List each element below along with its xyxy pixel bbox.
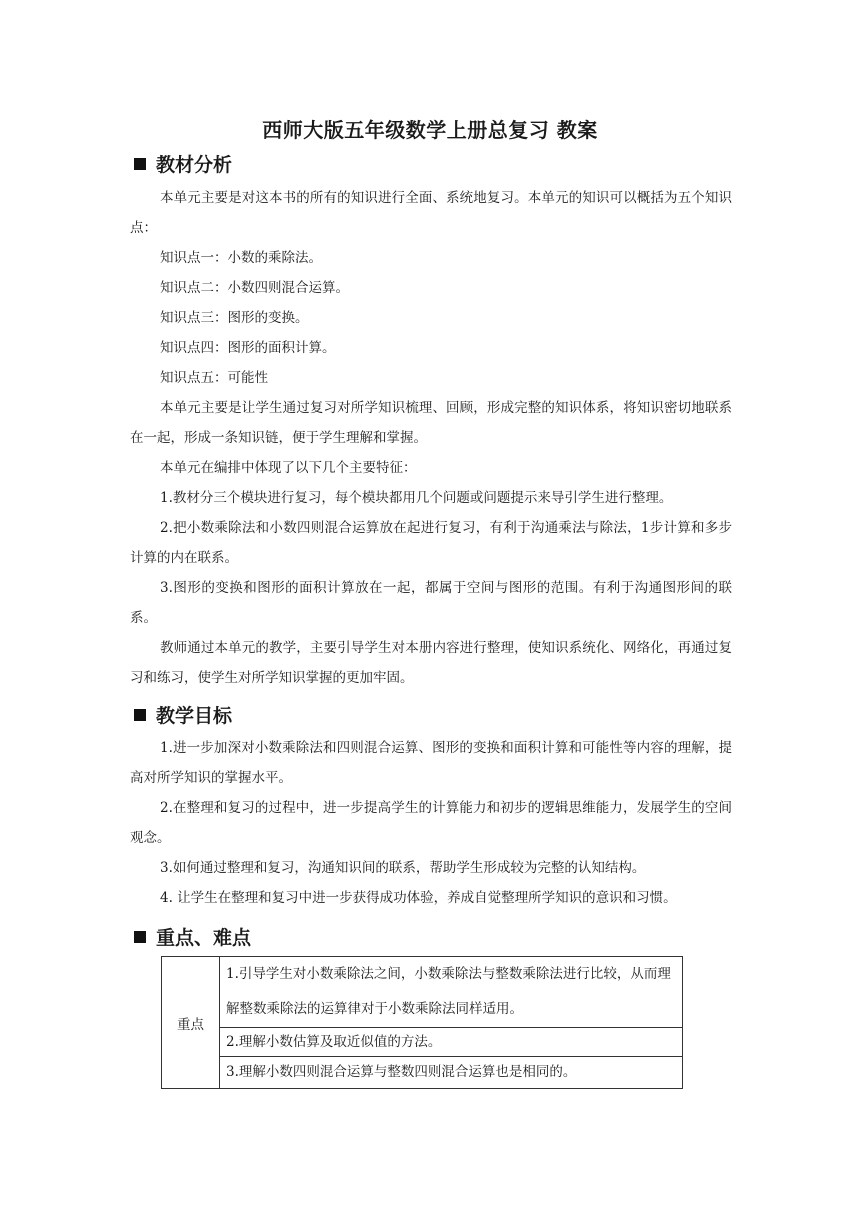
knowledge-point-3: 知识点三：图形的变换。: [160, 310, 309, 326]
feature-item-1: 1.教材分三个模块进行复习，每个模块都用几个问题或问题提示来导引学生进行整理。: [160, 490, 673, 506]
section-heading-teaching-goals: 教学目标: [134, 701, 232, 728]
knowledge-point-5: 知识点五：可能性: [160, 370, 268, 386]
feature-item-2: 2.把小数乘除法和小数四则混合运算放在起进行复习，有利于沟通乘法与除法，1步计算和多步计算的内在联系。: [130, 520, 732, 566]
knowledge-point-1: 知识点一：小数的乘除法。: [160, 250, 322, 266]
goal-item-4: 4. 让学生在整理和复习中进一步获得成功体验，养成自觉整理所学知识的意识和习惯。: [160, 890, 677, 906]
table-row: [162, 957, 683, 1028]
square-bullet-icon: [134, 709, 146, 721]
table-row-label: 重点: [162, 957, 220, 1089]
table-cell: 1.引导学生对小数乘除法之间，小数乘除法与整数乘除法进行比较，从而理解整数乘除法的运算律对于小数乘除法同样适用。: [220, 957, 683, 1028]
table-cell: 2.理解小数估算及取近似值的方法。: [220, 1028, 683, 1057]
feature-item-3: 3.图形的变换和图形的面积计算放在一起，都属于空间与图形的范围。有利于沟通图形间的联系。: [130, 580, 732, 626]
goal-item-3: 3.如何通过整理和复习，沟通知识间的联系，帮助学生形成较为完整的认知结构。: [160, 860, 646, 876]
paragraph-features-intro: 本单元在编排中体现了以下几个主要特征：: [160, 460, 417, 476]
paragraph-teacher: 教师通过本单元的教学，主要引导学生对本册内容进行整理，使知识系统化、网络化，再通过复习和练习，使学生对所学知识掌握的更加牢固。: [130, 640, 732, 686]
section-heading-key-points: 重点、难点: [134, 923, 251, 950]
square-bullet-icon: [134, 931, 146, 943]
document-title: 西师大版五年级数学上册总复习 教案: [262, 118, 598, 142]
section-heading-textbook-analysis: 教材分析: [134, 150, 232, 177]
knowledge-point-2: 知识点二：小数四则混合运算。: [160, 280, 349, 296]
table-row: [162, 1028, 683, 1057]
table-cell: 3.理解小数四则混合运算与整数四则混合运算也是相同的。: [220, 1057, 683, 1089]
knowledge-point-4: 知识点四：图形的面积计算。: [160, 340, 336, 356]
goal-item-1: 1.进一步加深对小数乘除法和四则混合运算、图形的变换和面积计算和可能性等内容的理解，提高对所学知识的掌握水平。: [130, 740, 732, 786]
key-points-table: [161, 956, 683, 1089]
goal-item-2: 2.在整理和复习的过程中，进一步提高学生的计算能力和初步的逻辑思维能力，发展学生的空间观念。: [130, 800, 732, 846]
table-row: [162, 1057, 683, 1089]
paragraph-summary: 本单元主要是让学生通过复习对所学知识梳理、回顾，形成完整的知识体系，将知识密切地联系在一起，形成一条知识链，便于学生理解和掌握。: [130, 400, 732, 446]
square-bullet-icon: [134, 158, 146, 170]
paragraph-intro: 本单元主要是对这本书的所有的知识进行全面、系统地复习。本单元的知识可以概括为五个知识点：: [130, 190, 732, 236]
